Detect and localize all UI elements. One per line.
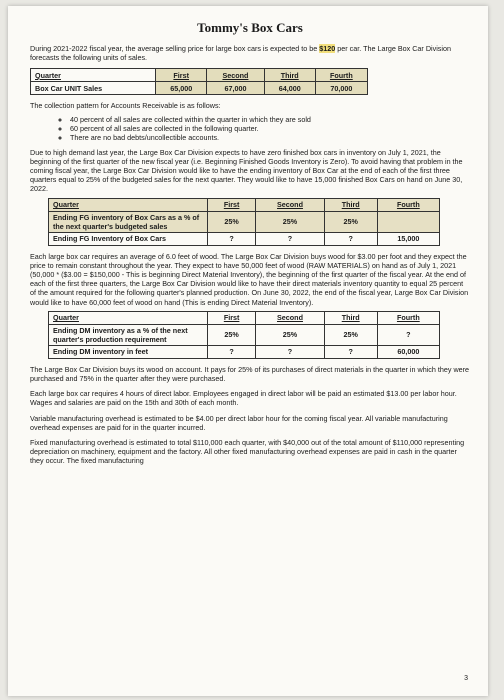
sales-header-second: Second	[207, 69, 265, 82]
fg-row2-value: 15,000	[377, 232, 439, 245]
dm-table	[48, 311, 440, 359]
dm-row1-label: Ending DM inventory as a % of the next quarter's production requirement	[49, 324, 208, 345]
fg-table	[48, 198, 440, 246]
fg-row2-value: ?	[324, 232, 377, 245]
fg-row2-value: ?	[256, 232, 325, 245]
fg-paragraph: Due to high demand last year, the Large Box Car Division expects to have zero finished box cars in inventory on July 1, 2021, the beginning of the first quarter of the new fiscal year (i.e. Beginning Finished Goods Inventory is Zero). To avoid having that problem in the coming fiscal year, the Large Box Car Division would like to have the ending inventory of Box Car at the end of each of the first three quarters equal to 25% of the budgeted sales for the next quarter. They would like to have 15,000 finished Box Cars on hand on June 30, 2022.	[30, 147, 463, 194]
document-page	[8, 6, 488, 696]
dm-header-second: Second	[256, 311, 325, 324]
fg-row1-value: 25%	[208, 211, 256, 232]
fg-row1-label: Ending FG inventory of Box Cars as a % of the next quarter's budgeted sales	[49, 211, 208, 232]
collection-item: ◦ 60 percent of all sales are collected in the following quarter.	[70, 124, 470, 133]
dm-header-first: First	[208, 311, 256, 324]
sales-value: 67,000	[207, 82, 265, 95]
dm-row2-value: 60,000	[377, 345, 439, 358]
collection-item: ◦ There are no bad debts/uncollectible accounts.	[70, 133, 470, 142]
labor-paragraph: Each large box car requires 4 hours of direct labor. Employees engaged in direct labor will be paid an estimated $13.00 per labor hour. Wages and salaries are paid on the 15th and 30th of each month.	[30, 389, 457, 408]
sales-value: 70,000	[315, 82, 367, 95]
dm-header-third: Third	[324, 311, 377, 324]
fg-row2-label: Ending FG Inventory of Box Cars	[49, 232, 208, 245]
fg-row1-value: 25%	[256, 211, 325, 232]
fg-header-third: Third	[324, 198, 377, 211]
sales-value: 65,000	[156, 82, 207, 95]
fixed-overhead-paragraph: Fixed manufacturing overhead is estimated to total $110,000 each quarter, with $40,000 out of the total amount of $110,000 representing depreciation on machinery, equipment and the factory. All other fixed manufacturing overhead expenses are paid in cash in the quarter they occur. The fixed manufacturing	[30, 438, 465, 466]
dm-header-quarter: Quarter	[49, 311, 208, 324]
variable-overhead-paragraph: Variable manufacturing overhead is estimated to be $4.00 per direct labor hour for the coming fiscal year. All variable manufacturing overhead expenses are paid for in the quarter incurred.	[30, 413, 448, 432]
sales-header-fourth: Fourth	[315, 69, 367, 82]
intro-text: During 2021-2022 fiscal year, the average selling price for large box cars is expected to be	[30, 44, 318, 53]
price-highlight: $120	[319, 44, 336, 53]
dm-row2-value: ?	[324, 345, 377, 358]
sales-row-label: Box Car UNIT Sales	[31, 82, 156, 95]
sales-header-first: First	[156, 69, 207, 82]
purchase-paragraph: The Large Box Car Division buys its wood on account. It pays for 25% of its purchases of direct materials in the quarter in which they were purchased and 75% in the quarter after they were purchased.	[30, 364, 470, 384]
sales-header-quarter: Quarter	[31, 69, 156, 82]
dm-row2-label: Ending DM inventory in feet	[49, 345, 208, 358]
dm-header-fourth: Fourth	[377, 311, 439, 324]
fg-row1-value	[377, 211, 439, 232]
page-title: Tommy's Box Cars	[197, 20, 303, 35]
dm-row2-value: ?	[256, 345, 325, 358]
dm-row1-value: 25%	[208, 324, 256, 345]
page-number: 3	[464, 675, 468, 682]
fg-header-second: Second	[256, 198, 325, 211]
sales-table	[30, 68, 368, 95]
fg-row2-value: ?	[208, 232, 256, 245]
intro-paragraph	[30, 44, 470, 62]
dm-row1-value: 25%	[324, 324, 377, 345]
collection-list	[30, 115, 470, 142]
dm-row1-value: 25%	[256, 324, 325, 345]
sales-value: 64,000	[264, 82, 315, 95]
fg-header-fourth: Fourth	[377, 198, 439, 211]
sales-header-third: Third	[264, 69, 315, 82]
dm-paragraph: Each large box car requires an average of 6.0 feet of wood. The Large Box Car Division buys wood for $3.00 per foot and they expect the price to remain constant throughout the year. They expect to have 50,000 feet of wood (RAW MATERIALS) on hand as of July 1, 2021 (50,000 * ($3.00 = $150,000 - This is beginning Direct Material Inventory), the beginning of the first quarter of the fiscal year. At the end of each of the first three quarters, the Large Box Car Division would like to have their direct materials inventory quantity to equal 25 percent of the amount required for the following quarter's planned production. On June 30, 2022, the end of the fiscal year, Large Box Car Division would like to have 60,000 feet of wood on hand (This is ending Direct Material Inventory).	[30, 251, 469, 307]
dm-row2-value: ?	[208, 345, 256, 358]
intro-text-2: per car. The Large Box Car Division forecasts the following units of sales.	[30, 44, 451, 63]
fg-row1-value: 25%	[324, 211, 377, 232]
collection-intro: The collection pattern for Accounts Receivable is as follows:	[30, 101, 221, 111]
fg-header-quarter: Quarter	[49, 198, 208, 211]
fg-header-first: First	[208, 198, 256, 211]
collection-item: ◦ 40 percent of all sales are collected within the quarter in which they are sold	[70, 115, 470, 124]
dm-row1-value: ?	[377, 324, 439, 345]
